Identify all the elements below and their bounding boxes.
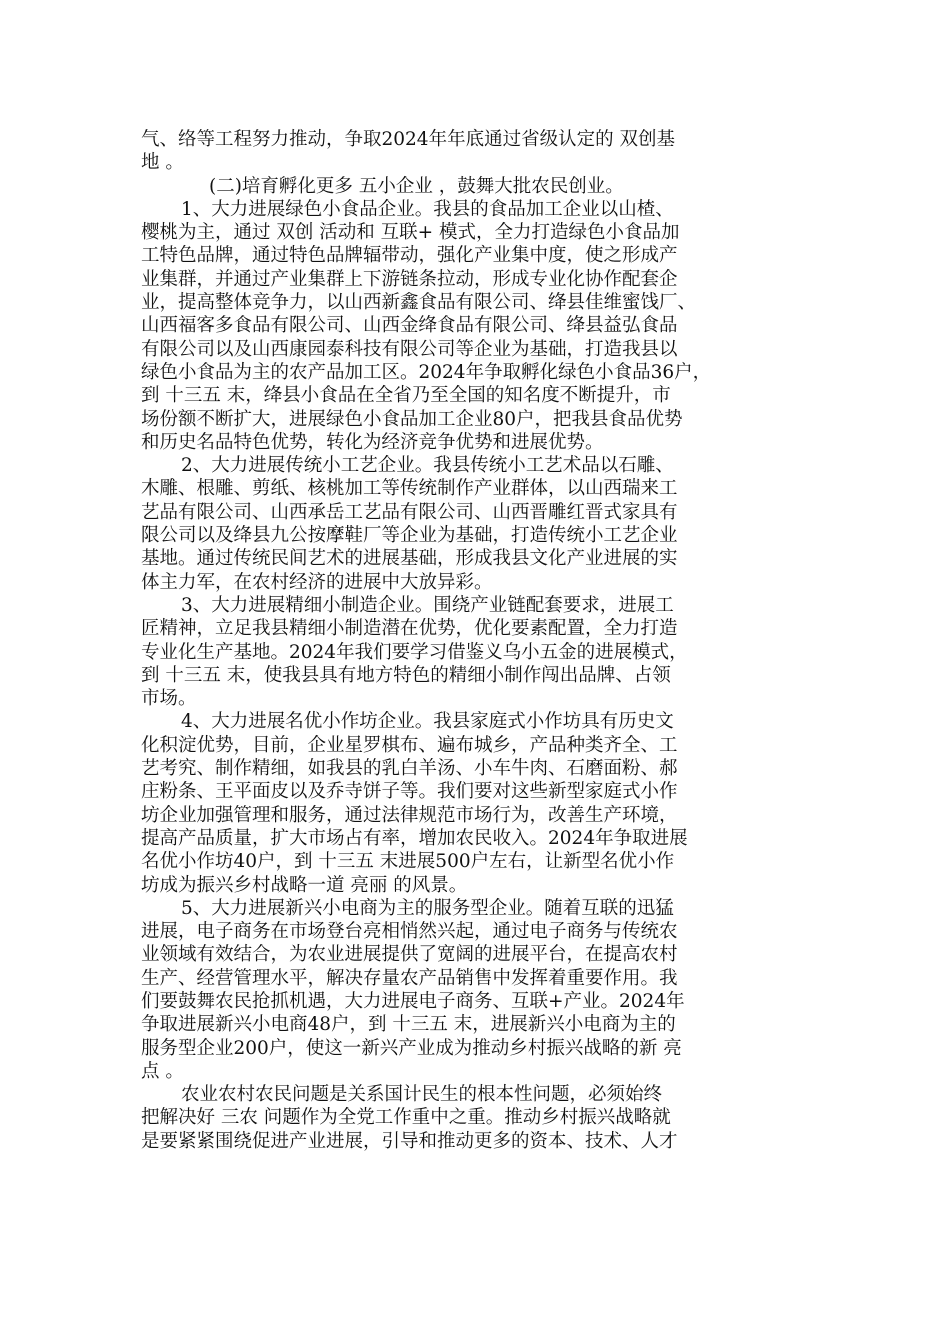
text-line: 把解决好 三农 问题作为全党工作重中之重。推动乡村振兴战略就 [141,1107,671,1129]
text-line: 争取进展新兴小电商48户，到 十三五 末，进展新兴小电商为主的 [141,1014,676,1036]
text-line: 庄粉条、王平面皮以及乔寺饼子等。我们要对这些新型家庭式小作 [141,781,678,803]
text-line: 3、大力进展精细小制造企业。围绕产业链配套要求，进展工 [181,594,674,616]
text-line: 业，提高整体竞争力，以山西新鑫食品有限公司、绛县佳维蜜饯厂、 [141,292,697,314]
text-line: 到 十三五 末，使我县具有地方特色的精细小制作闯出品牌、占领 [141,664,671,686]
text-line: 2、大力进展传统小工艺企业。我县传统小工艺术品以石雕、 [181,455,674,477]
text-line: 是要紧紧围绕促进产业进展，引导和推动更多的资本、技术、人才 [141,1130,678,1152]
text-line: 基地。通过传统民间艺术的进展基础，形成我县文化产业进展的实 [141,548,678,570]
text-line: 5、大力进展新兴小电商为主的服务型企业。随着互联的迅猛 [181,897,674,919]
text-line: 匠精神，立足我县精细小制造潜在优势，优化要素配置，全力打造 [141,618,678,640]
text-line: 木雕、根雕、剪纸、核桃加工等传统制作产业群体，以山西瑞来工 [141,478,678,500]
text-line: 服务型企业200户，使这一新兴产业成为推动乡村振兴战略的新 亮 [141,1037,682,1059]
text-line: 体主力军，在农村经济的进展中大放异彩。 [141,571,493,593]
text-line: 限公司以及绛县九公按摩鞋厂等企业为基础，打造传统小工艺企业 [141,525,678,547]
text-line: 樱桃为主，通过 双创 活动和 互联+ 模式，全力打造绿色小食品加 [141,222,680,244]
text-line: 专业化生产基地。2024年我们要学习借鉴义乌小五金的进展模式， [141,641,688,663]
text-line: 4、大力进展名优小作坊企业。我县家庭式小作坊具有历史文 [181,711,674,733]
text-line: 山西福客多食品有限公司、山西金绛食品有限公司、绛县益弘食品 [141,315,678,337]
text-line: 农业农村农民问题是关系国计民生的根本性问题，必须始终 [181,1084,663,1106]
text-line: 业集群，并通过产业集群上下游链条拉动，形成专业化协作配套企 [141,268,678,290]
text-line: 艺品有限公司、山西承岳工艺品有限公司、山西晋雕红晋式家具有 [141,501,678,523]
text-line: 和历史名品特色优势，转化为经济竞争优势和进展优势。 [141,431,604,453]
text-line: 提高产品质量，扩大市场占有率，增加农民收入。2024年争取进展 [141,827,688,849]
text-line: 气、络等工程努力推动，争取2024年年底通过省级认定的 双创基 [141,129,675,150]
text-line: 名优小作坊40户，到 十三五 末进展500户左右，让新型名优小作 [141,851,675,873]
text-line: 们要鼓舞农民抢抓机遇，大力进展电子商务、互联+产业。2024年 [141,990,685,1012]
text-line: 地 。 [141,152,184,174]
text-line: 生产、经营管理水平，解决存量农产品销售中发挥着重要作用。我 [141,967,678,989]
text-line: (二)培育孵化更多 五小企业 ，鼓舞大批农民创业。 [209,175,624,197]
text-line: 1、大力进展绿色小食品企业。我县的食品加工企业以山楂、 [181,198,674,220]
text-line: 化积淀优势，目前，企业星罗棋布、遍布城乡，产品种类齐全、工 [141,734,678,756]
text-line: 坊企业加强管理和服务，通过法律规范市场行为，改善生产环境， [141,804,678,826]
text-line: 艺考究、制作精细，如我县的乳白羊汤、小车牛肉、石磨面粉、郝 [141,758,678,780]
text-line: 点 。 [141,1060,184,1082]
text-line: 业领域有效结合，为农业进展提供了宽阔的进展平台，在提高农村 [141,944,678,966]
text-line: 工特色品牌，通过特色品牌辐带动，强化产业集中度，使之形成产 [141,245,678,267]
text-line: 进展，电子商务在市场登台亮相悄然兴起，通过电子商务与传统农 [141,921,678,943]
text-line: 坊成为振兴乡村战略一道 亮丽 的风景。 [141,874,468,896]
text-line: 场份额不断扩大，进展绿色小食品加工企业80户，把我县食品优势 [141,408,683,430]
text-line: 绿色小食品为主的农产品加工区。2024年争取孵化绿色小食品36户， [141,361,712,383]
text-line: 有限公司以及山西康园泰科技有限公司等企业为基础，打造我县以 [141,338,678,360]
text-line: 市场。 [141,688,197,710]
text-line: 到 十三五 末，绛县小食品在全省乃至全国的知名度不断提升，市 [141,385,671,407]
body-text [141,128,805,1153]
